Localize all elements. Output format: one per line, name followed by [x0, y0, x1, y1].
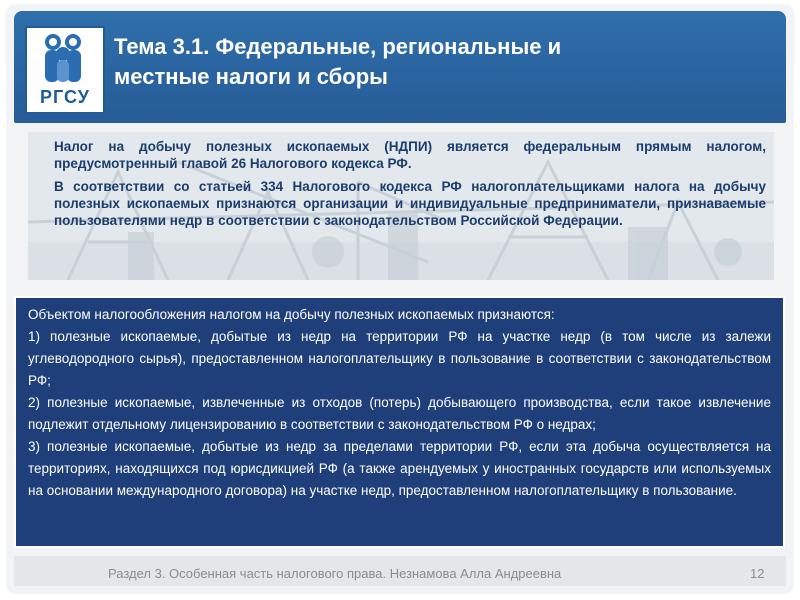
taxation-object-box — [14, 296, 785, 548]
slide-title: Тема 3.1. Федеральные, региональные и местные налоги и сборы — [114, 34, 562, 89]
footer-text: Раздел 3. Особенная часть налогового права. Незнамова Алла Андреевна — [108, 566, 562, 581]
university-logo — [25, 26, 105, 114]
object-item: 2) полезные ископаемые, извлеченные из отходов (потерь) добывающего производства, если такое извлечение подлежит отдельному лицензированию в соответствии с законодательством РФ о недрах; — [28, 395, 771, 432]
intro-paragraph: В соответствии со статьей 334 Налогового кодекса РФ налогоплательщиками налога на добычу полезных ископаемых признаются организации и индивидуальные предприниматели, признаваемые пользователями недр в соответствии с законодательством Российской Федерации. — [54, 179, 766, 228]
intro-paragraph: Налог на добычу полезных ископаемых (НДПИ) является федеральным прямым налогом, предусмотренный главой 26 Налогового кодекса РФ. — [54, 139, 766, 171]
object-item: 1) полезные ископаемые, добытые из недр на территории РФ на участке недр (в том числе из залежи углеводородного сырья), предоставленном налогоплательщику в пользование в соответствии с законодательством РФ; — [28, 329, 771, 388]
intro-text-block — [54, 138, 766, 235]
logo-figures-icon — [35, 32, 95, 84]
logo-text: РГСУ — [40, 87, 90, 107]
object-heading: Объектом налогообложения налогом на добычу полезных ископаемых признаются: — [28, 307, 555, 322]
page-number: 12 — [750, 566, 765, 581]
object-item: 3) полезные ископаемые, добытые из недр за пределами территории РФ, если эта добыча осуществляется на территориях, находящихся под юрисдикцией РФ (а также арендуемых у иностранных государств или используемых на основании международного договора) на участке недр, предоставленном налогоплательщику в пользование. — [28, 439, 771, 498]
intro-panel — [28, 132, 774, 280]
